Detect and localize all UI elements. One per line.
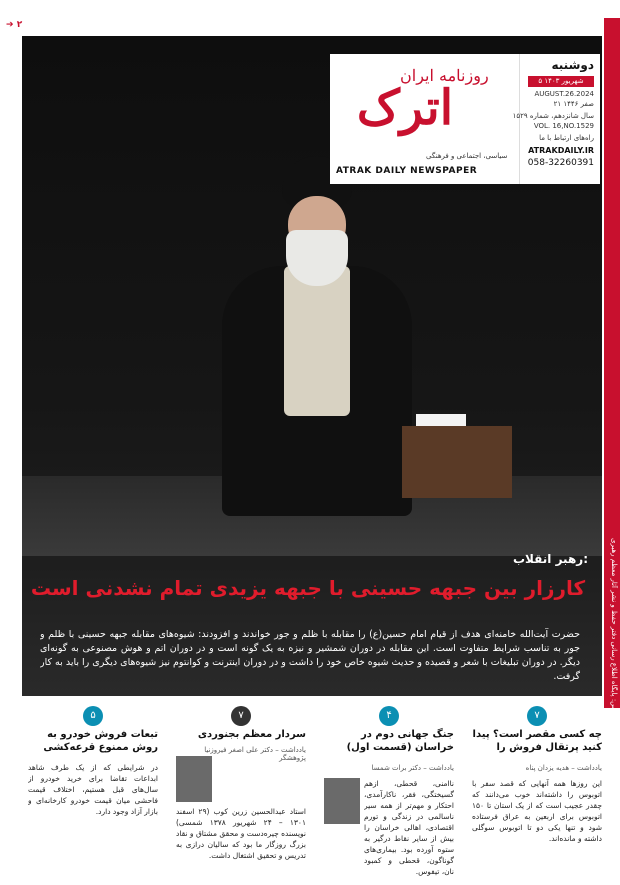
column-title[interactable]: سردار معظم بجنوردی <box>197 729 306 740</box>
website-link[interactable]: ATRAKDAILY.IR <box>528 146 594 155</box>
column-2[interactable] <box>318 706 460 881</box>
tagline: سیاسی، اجتماعی و فرهنگی <box>426 152 508 160</box>
side-table <box>402 426 512 498</box>
lead-headline[interactable]: کارزار بین جبهه حسینی با جبهه یزیدی تمام نشدنی است <box>30 576 586 600</box>
bottom-columns <box>0 700 620 885</box>
masthead <box>330 54 600 184</box>
column-title[interactable]: تبعات فروش خودرو به روش ممنوع قرعه‌کشی <box>43 729 158 753</box>
issue-en: VOL. 16,NO.1529 <box>533 122 594 130</box>
column-1[interactable] <box>466 706 608 881</box>
photo-credit: عکس: پایگاه اطلاع رسانی دفتر حفظ و نشر آثار معظم رهبری <box>610 538 618 718</box>
column-body: استاد عبدالحسین زرین کوب (۲۹ اسفند ۱۳۰۱ – ۲۴ شهریور ۱۳۷۸ شمسی) نویسنده چیره‌دست و محقق مشتاق و نقاد بزرگ روزگار ما بود که سالیان درازی به تدریس و تحقیق اشتغال داشت. <box>176 807 306 860</box>
column-3[interactable] <box>170 706 312 881</box>
contact-label: راه‌های ارتباط با ما <box>539 134 594 142</box>
page-number: ➔ ۲ <box>6 20 23 30</box>
side-bar <box>604 18 620 718</box>
issue-fa: سال شانزدهم، شماره ۱۵۲۹ <box>512 112 594 120</box>
column-body: این روزها همه آنهایی که قصد سفر با اتوبوس را داشته‌اند خوب می‌دانند که چقدر عجیب است که از یک استان تا ۱۵۰ اتوبوس برای اربعین به عراق فرستاده شود و تنها یکی دو تا اتوبوس سوگلی داشته و مانده‌اند. <box>472 779 602 843</box>
column-body: ناامنی، قحطی، ازهم گسیختگی، فقر، ناکارآمدی، احتکار و مهم‌تر از همه سیر ناسالمی در زندگی و تورم اقتصادی، اهالی خراسان را بیش از سایر نقاط درگیر به ستوه آورده بود. بیماری‌های گوناگون، قحطی و کمبود نان، تیفوس. <box>364 779 454 876</box>
top-strip <box>0 0 620 34</box>
date-hijri: ۲۱ صفر ۱۴۴۶ <box>553 100 594 108</box>
seated-figure <box>212 156 422 516</box>
column-author: یادداشت – دکتر برات شمسا <box>371 764 454 772</box>
author-photo <box>324 778 360 824</box>
column-title[interactable]: چه کسی مقصر است؟ پیدا کنید پرتقال فروش را <box>472 729 602 753</box>
column-4[interactable] <box>22 706 164 881</box>
arrow-icon: ➔ <box>6 20 17 30</box>
page-ref-badge: ۷ <box>231 706 251 726</box>
author-photo <box>176 756 212 802</box>
column-body: در شرایطی که از یک طرف شاهد ابداعات تقاضا برای خرید خودرو از سال‌های قبل هستیم، اختلاف قیمت فاحشی میان قیمت خودرو کارخانه‌ای و بازار آزاد وجود دارد. <box>28 763 158 816</box>
date-badge: ۵ شهریور ۱۴۰۳ <box>528 76 594 87</box>
newspaper-logo: روزنامه ایران اترک <box>356 66 489 136</box>
headline-kicker: رهبر انقلاب: <box>512 552 588 566</box>
page-ref-badge: ۴ <box>379 706 399 726</box>
date-column <box>512 54 600 184</box>
date-en: AUGUST.26.2024 <box>534 90 594 98</box>
lead-headline-block <box>22 548 602 608</box>
column-author: یادداشت – دکتر علی اصغر فیروزنیا پژوهشگر <box>204 746 306 762</box>
phone-number: 058-32260391 <box>527 158 594 168</box>
english-name: ATRAK DAILY NEWSPAPER <box>336 166 478 176</box>
page-ref-badge: ۷ <box>527 706 547 726</box>
paper-on-table <box>416 414 466 426</box>
lead-paragraph: حضرت آیت‌الله خامنه‌ای هدف از قیام امام حسین(ع) را مقابله با ظلم و جور خواندند و افزودند: شیوه‌های مقابله جبهه حسینی با ظلم و جور به تناسب شرایط متفاوت است. این مقابله در دوران شمشیر و نیزه به یک گونه است و در دوران اتم و هوش مصنوعی به گونه‌ای دیگر. در دوران تبلیغات با شعر و قصیده و حدیث شیوه خاص خود را داشت و در دوران اینترنت و کوانتوم نیز شیوه‌های دیگری را باید به کار گرفت. <box>40 629 580 682</box>
column-author: یادداشت – هدیه یزدان پناه <box>525 764 602 772</box>
page-ref-badge: ۵ <box>83 706 103 726</box>
column-title[interactable]: جنگ جهانی دوم در خراسان (قسمت اول) <box>346 729 454 753</box>
weekday: دوشنبه <box>551 58 594 72</box>
